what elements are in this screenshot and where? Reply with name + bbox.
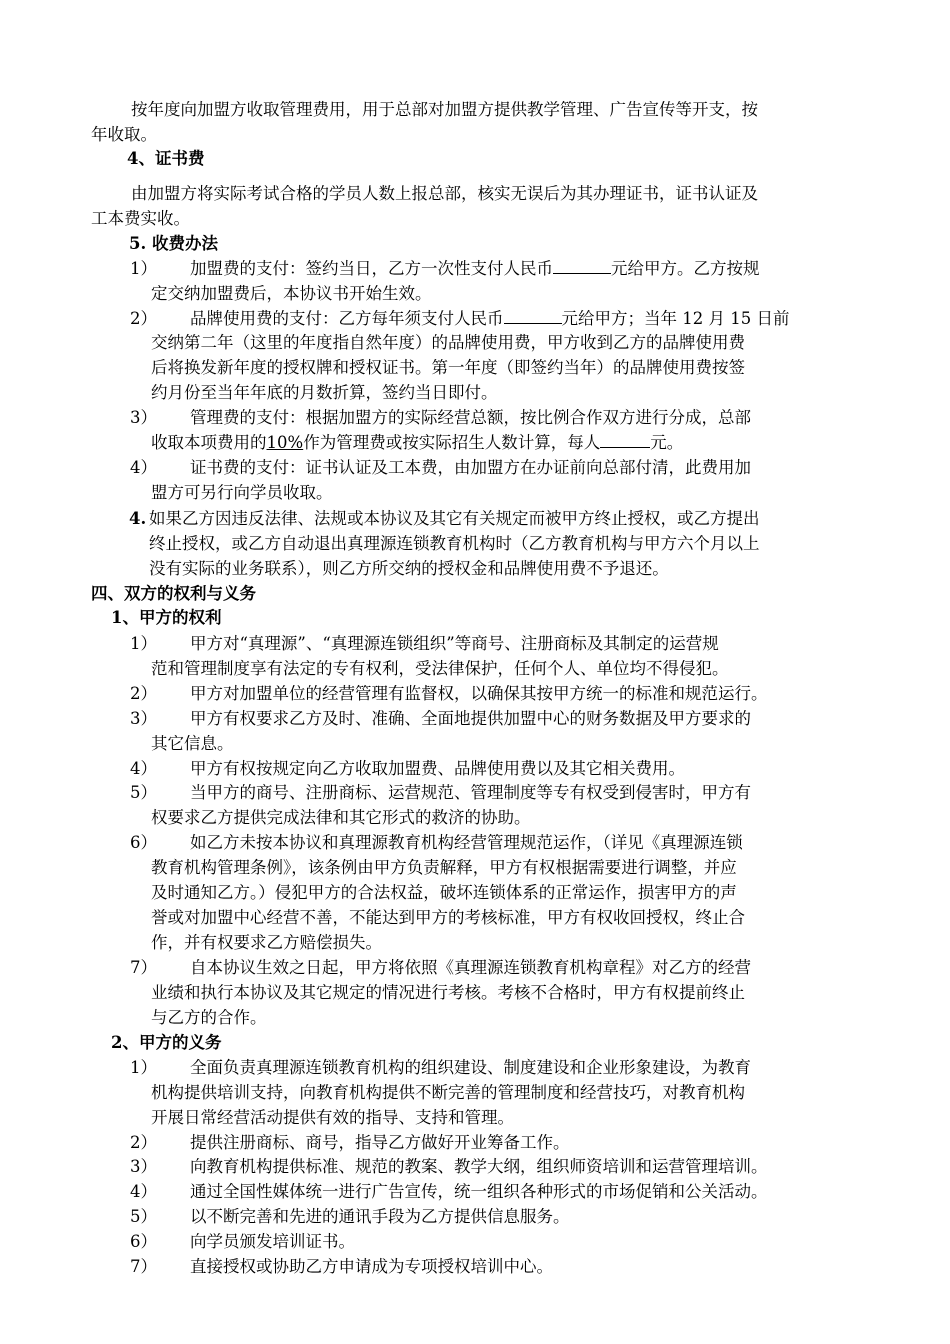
list-item-text: 与乙方的合作。 <box>151 1008 267 1027</box>
list-item-text: 通过全国性媒体统一进行广告宣传，统一组织各种形式的市场促销和公关活动。 <box>190 1182 768 1201</box>
list-number: 4） <box>130 1182 157 1201</box>
list-item-text: 后将换发新年度的授权牌和授权证书。第一年度（即签约当年）的品牌使用费按签 <box>151 358 745 377</box>
list-item-text: 盟方可另行向学员收取。 <box>151 483 333 502</box>
list-item-text: 甲方有权按规定向乙方收取加盟费、品牌使用费以及其它相关费用。 <box>190 759 685 778</box>
blank-field <box>600 432 650 448</box>
list-item-text: 作，并有权要求乙方赔偿损失。 <box>151 933 382 952</box>
cert-fee-heading: 4、证书费 <box>127 149 205 168</box>
list-number: 5） <box>130 783 157 802</box>
list-item-text: 证书费的支付：证书认证及工本费，由加盟方在办证前向总部付清，此费用加 <box>190 458 751 477</box>
list-item-text: 以不断完善和先进的通讯手段为乙方提供信息服务。 <box>190 1207 570 1226</box>
rights-heading: 1、甲方的权利 <box>111 608 222 627</box>
list-item-text: 品牌使用费的支付：乙方每年须支付人民币 元给甲方；当年 12 月 15 日前 <box>190 309 790 328</box>
blank-field <box>504 308 562 324</box>
list-item-text: 自本协议生效之日起，甲方将依照《真理源连锁教育机构章程》对乙方的经营 <box>190 958 751 977</box>
mgmt-fee-text: 年收取。 <box>91 125 157 144</box>
list-item-text: 加盟费的支付：签约当日，乙方一次性支付人民币 元给甲方。乙方按规 <box>190 259 760 278</box>
list-number: 3） <box>130 709 157 728</box>
chapter-heading: 四、双方的权利与义务 <box>91 584 256 603</box>
duties-heading: 2、甲方的义务 <box>111 1033 222 1052</box>
list-item-text: 教育机构管理条例》，该条例由甲方负责解释，甲方有权根据需要进行调整，并应 <box>151 858 737 877</box>
list-item-text: 定交纳加盟费后，本协议书开始生效。 <box>151 284 432 303</box>
list-number: 1） <box>130 634 157 653</box>
list-item-text: 业绩和执行本协议及其它规定的情况进行考核。考核不合格时，甲方有权提前终止 <box>151 983 745 1002</box>
termination-text: 如果乙方因违反法律、法规或本协议及其它有关规定而被甲方终止授权，或乙方提出 <box>149 509 760 528</box>
list-number: 6） <box>130 833 157 852</box>
list-item-text: 誉或对加盟中心经营不善，不能达到甲方的考核标准，甲方有权收回授权，终止合 <box>151 908 745 927</box>
list-number: 7） <box>130 1257 157 1276</box>
list-item-text: 向学员颁发培训证书。 <box>190 1232 355 1251</box>
list-number: 3） <box>130 1157 157 1176</box>
cert-fee-text: 工本费实收。 <box>91 209 190 228</box>
list-item-text: 当甲方的商号、注册商标、运营规范、管理制度等专有权受到侵害时，甲方有 <box>190 783 751 802</box>
list-item-text: 直接授权或协助乙方申请成为专项授权培训中心。 <box>190 1257 553 1276</box>
list-item-text: 提供注册商标、商号，指导乙方做好开业筹备工作。 <box>190 1133 570 1152</box>
list-item-text: 其它信息。 <box>151 734 234 753</box>
list-item-text: 范和管理制度享有法定的专有权利，受法律保护，任何个人、单位均不得侵犯。 <box>151 659 729 678</box>
list-item-text: 收取本项费用的10%作为管理费或按实际招生人数计算，每人 元。 <box>151 433 684 452</box>
list-item-text: 如乙方未按本协议和真理源教育机构经营管理规范运作，（详见《真理源连锁 <box>190 833 743 852</box>
list-item-text: 向教育机构提供标准、规范的教案、教学大纲，组织师资培训和运营管理培训。 <box>190 1157 768 1176</box>
list-item-text: 管理费的支付：根据加盟方的实际经营总额，按比例合作双方进行分成，总部 <box>190 408 751 427</box>
list-item-text: 甲方对“真理源”、“真理源连锁组织”等商号、注册商标及其制定的运营规 <box>190 634 719 653</box>
list-number: 1） <box>130 259 157 278</box>
list-item-text: 全面负责真理源连锁教育机构的组织建设、制度建设和企业形象建设，为教育 <box>190 1058 751 1077</box>
termination-text: 没有实际的业务联系），则乙方所交纳的授权金和品牌使用费不予退还。 <box>149 559 669 578</box>
list-number: 5） <box>130 1207 157 1226</box>
list-item-text: 开展日常经营活动提供有效的指导、支持和管理。 <box>151 1108 514 1127</box>
mgmt-fee-text: 按年度向加盟方收取管理费用，用于总部对加盟方提供教学管理、广告宣传等开支，按 <box>131 100 758 119</box>
list-item-text: 甲方有权要求乙方及时、准确、全面地提供加盟中心的财务数据及甲方要求的 <box>190 709 751 728</box>
list-number: 2） <box>130 684 157 703</box>
blank-field <box>553 258 611 274</box>
list-item-text: 交纳第二年（这里的年度指自然年度）的品牌使用费，甲方收到乙方的品牌使用费 <box>151 333 745 352</box>
list-number: 1） <box>130 1058 157 1077</box>
list-number: 4） <box>130 759 157 778</box>
list-number: 6） <box>130 1232 157 1251</box>
list-item-text: 甲方对加盟单位的经营管理有监督权，以确保其按甲方统一的标准和规范运行。 <box>190 684 768 703</box>
list-item-text: 权要求乙方提供完成法律和其它形式的救济的协助。 <box>151 808 531 827</box>
list-item-text: 机构提供培训支持，向教育机构提供不断完善的管理制度和经营技巧，对教育机构 <box>151 1083 745 1102</box>
list-item-text: 约月份至当年年底的月数折算，签约当日即付。 <box>151 383 498 402</box>
termination-text: 终止授权，或乙方自动退出真理源连锁教育机构时（乙方教育机构与甲方六个月以上 <box>149 534 760 553</box>
list-number: 7） <box>130 958 157 977</box>
list-number: 3） <box>130 408 157 427</box>
list-number: 2） <box>130 1133 157 1152</box>
list-number: 4） <box>130 458 157 477</box>
list-number: 2） <box>130 309 157 328</box>
list-item-text: 及时通知乙方。）侵犯甲方的合法权益，破坏连锁体系的正常运作，损害甲方的声 <box>151 883 737 902</box>
list-number: 4. <box>129 509 147 528</box>
cert-fee-text: 由加盟方将实际考试合格的学员人数上报总部，核实无误后为其办理证书，证书认证及 <box>131 184 758 203</box>
payment-heading: 5. 收费办法 <box>129 234 218 253</box>
